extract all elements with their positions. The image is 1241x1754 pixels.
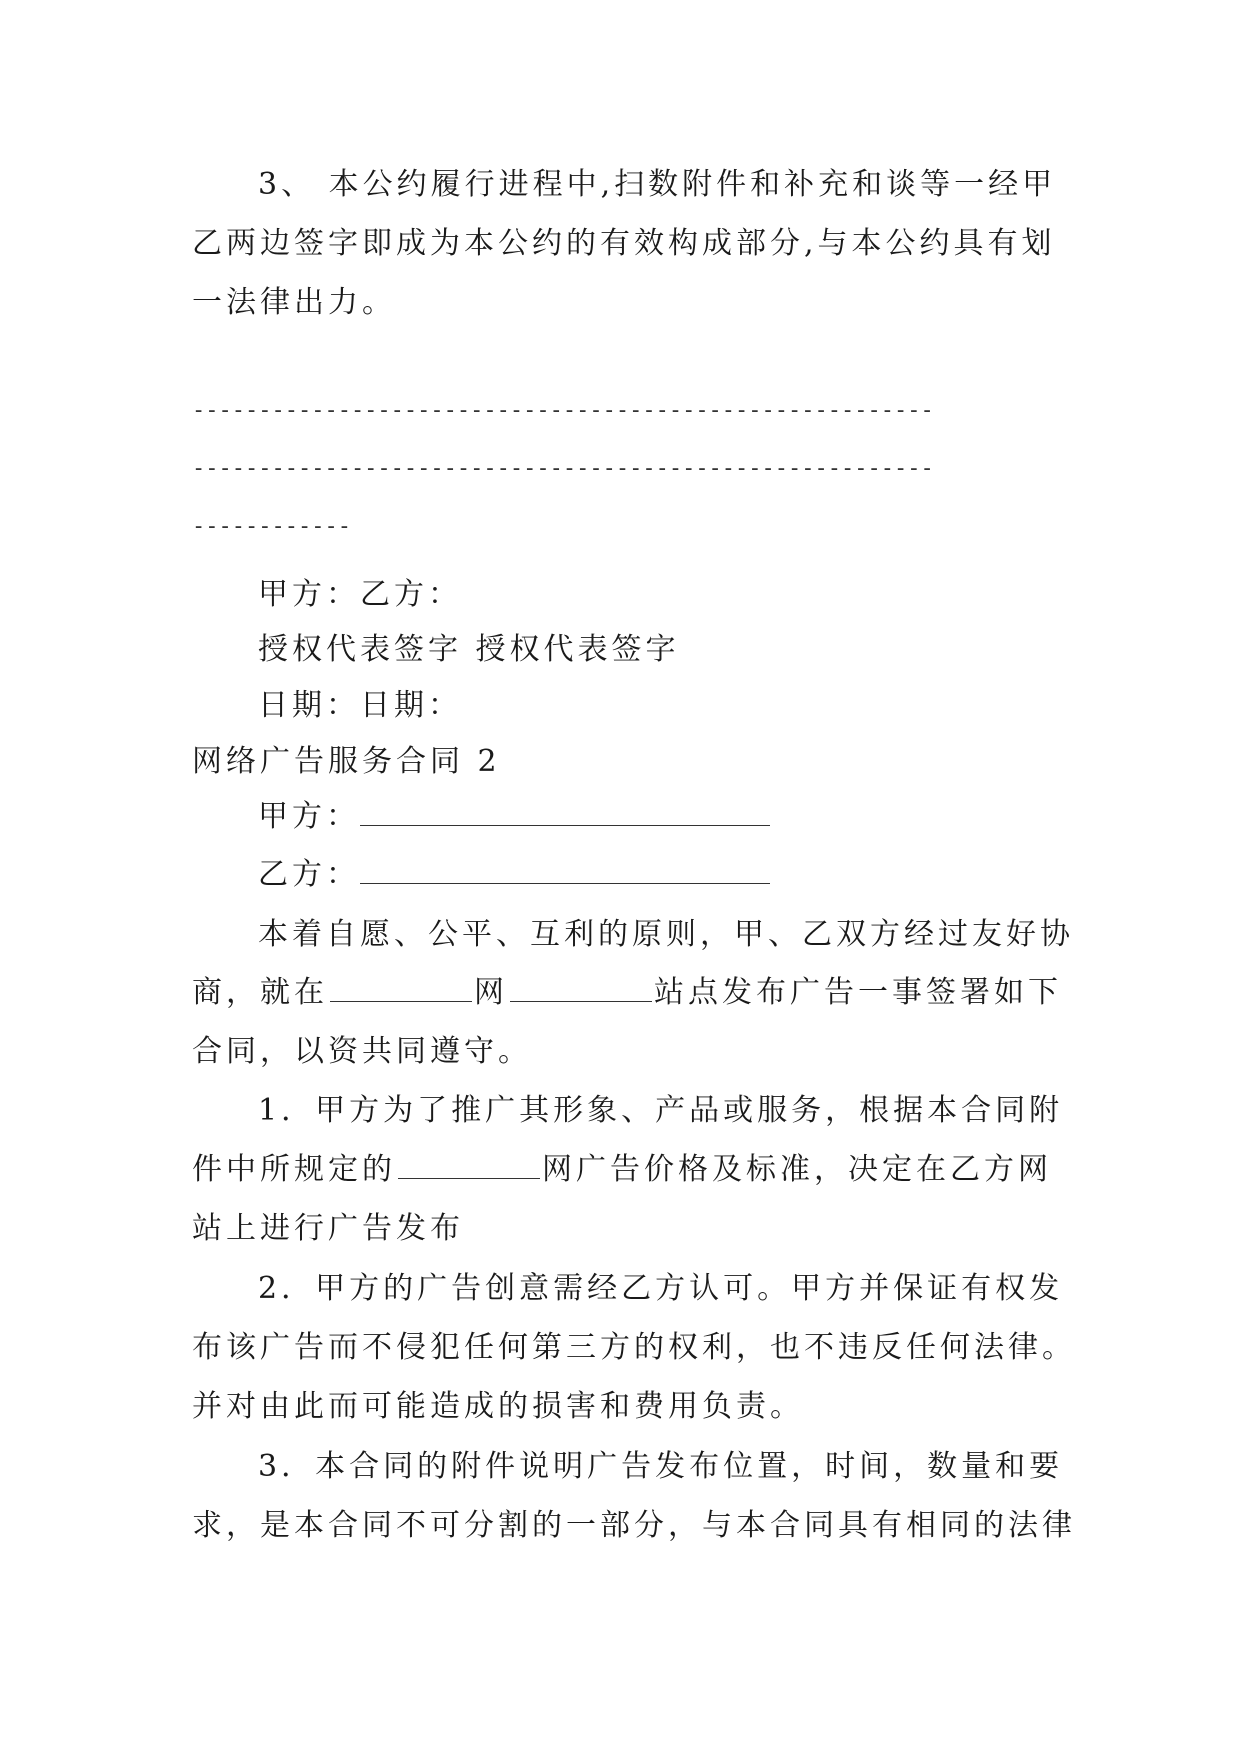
separator-line-2: --------------------------------------------------------: [192, 456, 934, 481]
clause-3-line-2: 乙两边签字即成为本公约的有效构成部分,与本公约具有划: [192, 226, 1056, 261]
intro-line-2: [192, 976, 1062, 1010]
clause-3-line-3: 一法律出力。: [192, 285, 396, 320]
site-name-blank: [510, 979, 652, 1002]
item-2-line-1: 2．甲方的广告创意需经乙方认可。甲方并保证有权发: [258, 1271, 1064, 1306]
party-b-blank: [360, 859, 770, 884]
item-1-line-3: 站上进行广告发布: [192, 1211, 464, 1246]
intro-line-2-part-b: 网: [474, 975, 508, 1010]
item-1-line-2-part-a: 件中所规定的: [192, 1152, 396, 1187]
signature-representatives: 授权代表签字 授权代表签字: [258, 632, 680, 667]
intro-line-2-part-c: 站点发布广告一事签署如下: [654, 975, 1062, 1010]
price-site-blank: [398, 1156, 540, 1179]
party-a-row: [258, 800, 770, 834]
party-a-blank: [360, 801, 770, 826]
signature-parties: 甲方：乙方：: [258, 577, 462, 612]
item-2-line-3: 并对由此而可能造成的损害和费用负责。: [192, 1389, 804, 1424]
party-a-label: 甲方：: [258, 799, 360, 834]
website-name-blank: [330, 979, 472, 1002]
separator-line-3: ------------: [192, 514, 351, 539]
item-3-line-2: 求，是本合同不可分割的一部分，与本合同具有相同的法律: [192, 1508, 1076, 1543]
clause-3-line-1: 3、 本公约履行进程中,扫数附件和补充和谈等一经甲: [258, 167, 1057, 202]
item-2-line-2: 布该广告而不侵犯任何第三方的权利，也不违反任何法律。: [192, 1330, 1076, 1365]
item-3-line-1: 3．本合同的附件说明广告发布位置，时间，数量和要: [258, 1449, 1064, 1484]
separator-line-1: --------------------------------------------------------: [192, 398, 934, 423]
item-1-line-2: [192, 1153, 1052, 1187]
party-b-row: [258, 858, 770, 892]
intro-line-3: 合同，以资共同遵守。: [192, 1034, 532, 1069]
item-1-line-2-part-b: 网广告价格及标准，决定在乙方网: [542, 1152, 1052, 1187]
signature-dates: 日期：日期：: [258, 688, 462, 723]
intro-line-2-part-a: 商，就在: [192, 975, 328, 1010]
intro-line-1: 本着自愿、公平、互利的原则，甲、乙双方经过友好协: [258, 917, 1074, 952]
party-b-label: 乙方：: [258, 857, 360, 892]
item-1-line-1: 1．甲方为了推广其形象、产品或服务，根据本合同附: [258, 1093, 1064, 1128]
contract-2-title: 网络广告服务合同 2: [192, 744, 501, 779]
